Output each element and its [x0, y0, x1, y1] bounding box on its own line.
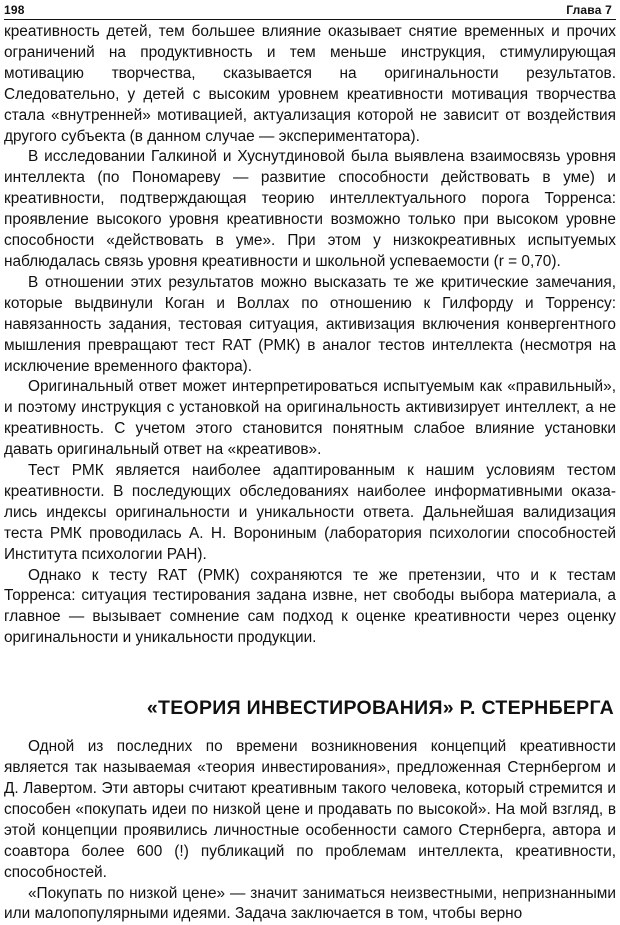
paragraph: Тест РМК является наиболее адаптированным к нашим условиям тестом креативности. В последующих обследованиях наиболее информативными оказались индексы оригинальности и уникальности ответа. Дальнейшая валидизация теста РМК проводилась А. Н. Ворониным (лаборатория психологии способностей Института психологии РАН).: [4, 462, 616, 563]
header-rule: [4, 19, 616, 20]
paragraph: Однако к тесту RAT (РМК) сохраняются те же претензии, что и к тестам Торренса: ситуация тестирования задана извне, нет свободы выбора материала, а главное — вызывает сомнение сам подход к оценке креативности через оценку оригинальности и уникальности продукции.: [4, 566, 616, 647]
paragraph: В исследовании Галкиной и Хуснутдиновой была выявлена взаимосвязь уровня интеллекта (по Пономареву — развитие способности действовать в уме) и креативности, подтверждающая теорию интеллектуального порога Торренса: проявление высокого уровня креативности возможно только при высоком уровне способности «действовать в уме». При этом у низкокреативных испытуемых наблюдалась связь уровня креативности и школьной успеваемости (r = 0,70).: [4, 148, 616, 270]
paragraph: «Покупать по низкой цене» — значит заниматься неизвестными, непризнанными или малопопулярными идеями. Задача заключается в том, чтобы верно: [4, 884, 616, 923]
paragraph: Оригинальный ответ может интерпретироваться испытуемым как «правильный», и поэтому инструкция с установкой на оригинальность активизирует интеллект, а не креативность. С учетом этого становится понятным слабое влияние установки давать оригинальный ответ на «креативов».: [4, 378, 616, 459]
body-text: [4, 22, 616, 925]
running-head: [4, 0, 616, 17]
section-gap: [4, 723, 616, 737]
paragraph: Одной из последних по времени возникновения концепций креативности является так называемая «теория инвестирования», предложенная Стернбергом и Д. Лавертом. Эти авторы считают креативным такого человека, который стремится и способен «покупать идеи по низкой цене и продавать по высокой». На мой взгляд, в этой концепции проявились личностные особенности самого Стернберга, автора и соавтора более 600 (!) публикаций по проблемам интеллекта, креативности, способностей.: [4, 738, 616, 881]
paragraph: В отношении этих результатов можно высказать те же критические замечания, которые выдвинули Коган и Воллах по отношению к Гилфорду и Торренсу: навязанность задания, тестовая ситуация, активизация включения конвергентного мышления превращают тест RAT (РМК) в аналог тестов интеллекта (несмотря на исключение временного фактора).: [4, 273, 616, 375]
page-number: 198: [4, 3, 25, 17]
chapter-label: Глава 7: [566, 3, 612, 17]
paragraph: креативность детей, тем большее влияние оказывает снятие временных и прочих ограничений на продуктивность и тем меньше инструкция, стимулирующая мотивацию творчества, сказывается на оригинальности результатов. Следовательно, у детей с высоким уровнем креативности мотивация творчества стала «внутренней» мотивацией, актуализация которой не зависит от воздействия другого субъекта (в данном случае — экспериментатора).: [4, 23, 616, 145]
section-heading: «ТЕОРИЯ ИНВЕСТИРОВАНИЯ» Р. СТЕРНБЕРГА: [146, 697, 614, 720]
